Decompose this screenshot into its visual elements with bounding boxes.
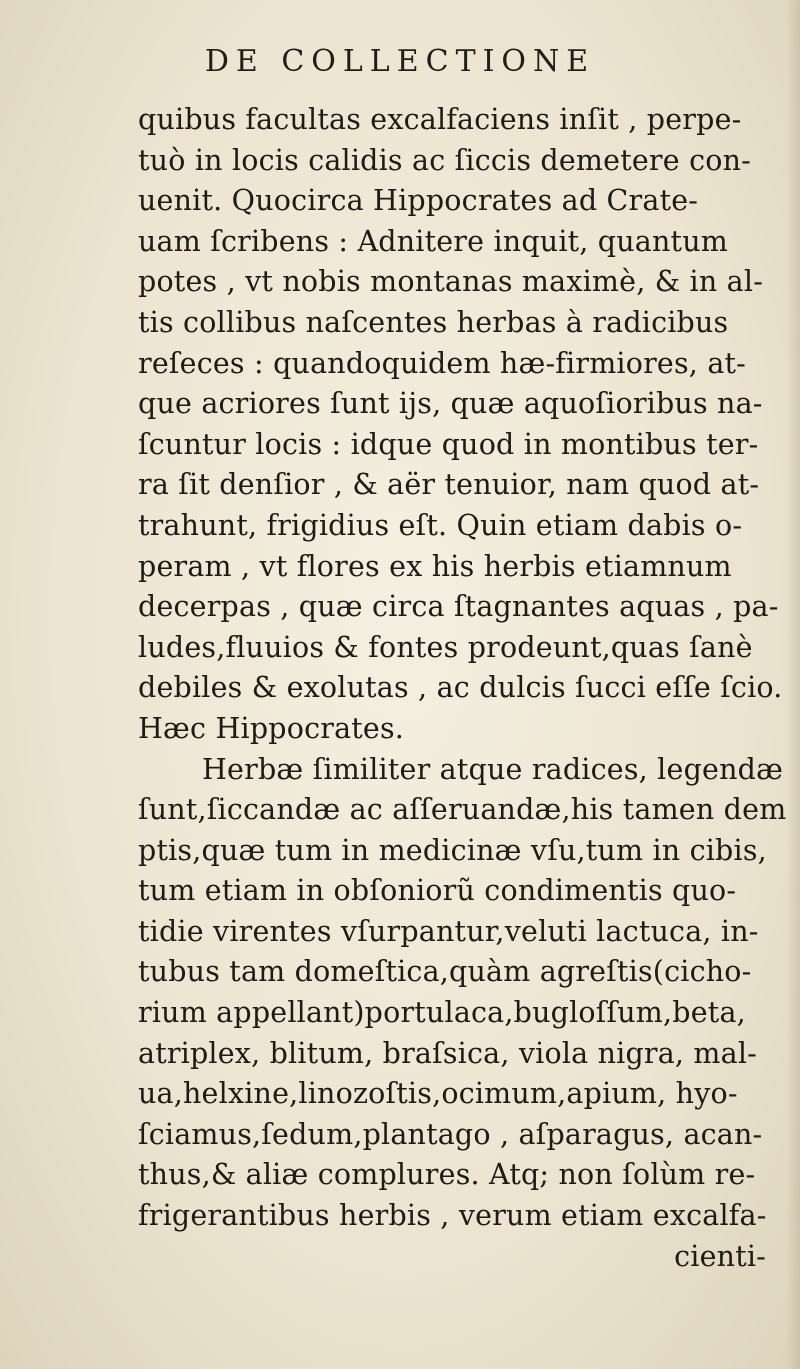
- page-edge-shadow: [786, 0, 800, 1369]
- text-line: tis collibus naſcentes herbas à radicibus: [138, 305, 729, 339]
- text-line: trahunt, frigidius eſt. Quin etiam dabis o-: [138, 508, 743, 542]
- text-line: rium appellant)portulaca,bugloſſum,beta,: [138, 996, 746, 1030]
- text-line: reſeces : quandoquidem hæ-firmiores, at-: [138, 346, 747, 380]
- text-line: ſunt,ſiccandæ ac aſſeruandæ,his tamen dem: [138, 793, 787, 827]
- paragraph-start-line: Herbæ ſimiliter atque radices, legendæ: [202, 752, 784, 786]
- text-line: uam ſcribens : Adnitere inquit, quantum: [138, 224, 728, 258]
- text-line: quibus facultas excalfaciens inſit , perpe-: [138, 103, 742, 136]
- text-line: tidie virentes vſurpantur,veluti lactuca, in-: [138, 914, 759, 948]
- text-line: ſciamus,ſedum,plantago , aſparagus, acan-: [138, 1117, 763, 1151]
- text-line: frigerantibus herbis , verum etiam excalfa-: [138, 1199, 767, 1233]
- text-line: uenit. Quocirca Hippocrates ad Crate-: [138, 184, 699, 218]
- text-line: tuò in locis calidis ac ſiccis demetere con-: [138, 143, 751, 177]
- text-line: potes , vt nobis montanas maximè, & in al-: [138, 265, 764, 299]
- text-line: tum etiam in obſoniorũ condimentis quo-: [138, 874, 737, 908]
- text-line: debiles & exolutas , ac dulcis ſucci eſſe ſcio.: [138, 671, 783, 705]
- text-line: ra ſit denſior , & aër tenuior, nam quod at-: [138, 468, 760, 502]
- text-line: ptis,quæ tum in medicinæ vſu,tum in cibis,: [138, 833, 767, 867]
- text-line: decerpas , quæ circa ſtagnantes aquas , pa-: [138, 590, 779, 624]
- text-line: que acriores ſunt ijs, quæ aquoſioribus na-: [138, 387, 763, 421]
- catchword: cienti-: [674, 1239, 766, 1273]
- text-line: thus,& aliæ complures. Atq; non ſolùm re-: [138, 1158, 756, 1192]
- body-text: [138, 100, 787, 1277]
- text-line: atriplex, blitum, braſsica, viola nigra, mal-: [138, 1036, 757, 1070]
- text-line: ludes,fluuios & fontes prodeunt,quas ſanè: [138, 630, 753, 664]
- text-line: tubus tam domeſtica,quàm agreſtis(cicho-: [138, 955, 752, 989]
- text-line: ua,helxine,linozoſtis,ocimum,apium, hyo-: [138, 1077, 738, 1111]
- text-line: peram , vt flores ex his herbis etiamnum: [138, 549, 732, 583]
- text-line: ſcuntur locis : idque quod in montibus ter-: [138, 427, 759, 461]
- text-line: Hæc Hippocrates.: [138, 711, 405, 745]
- running-head: DE COLLECTIONE: [204, 44, 596, 79]
